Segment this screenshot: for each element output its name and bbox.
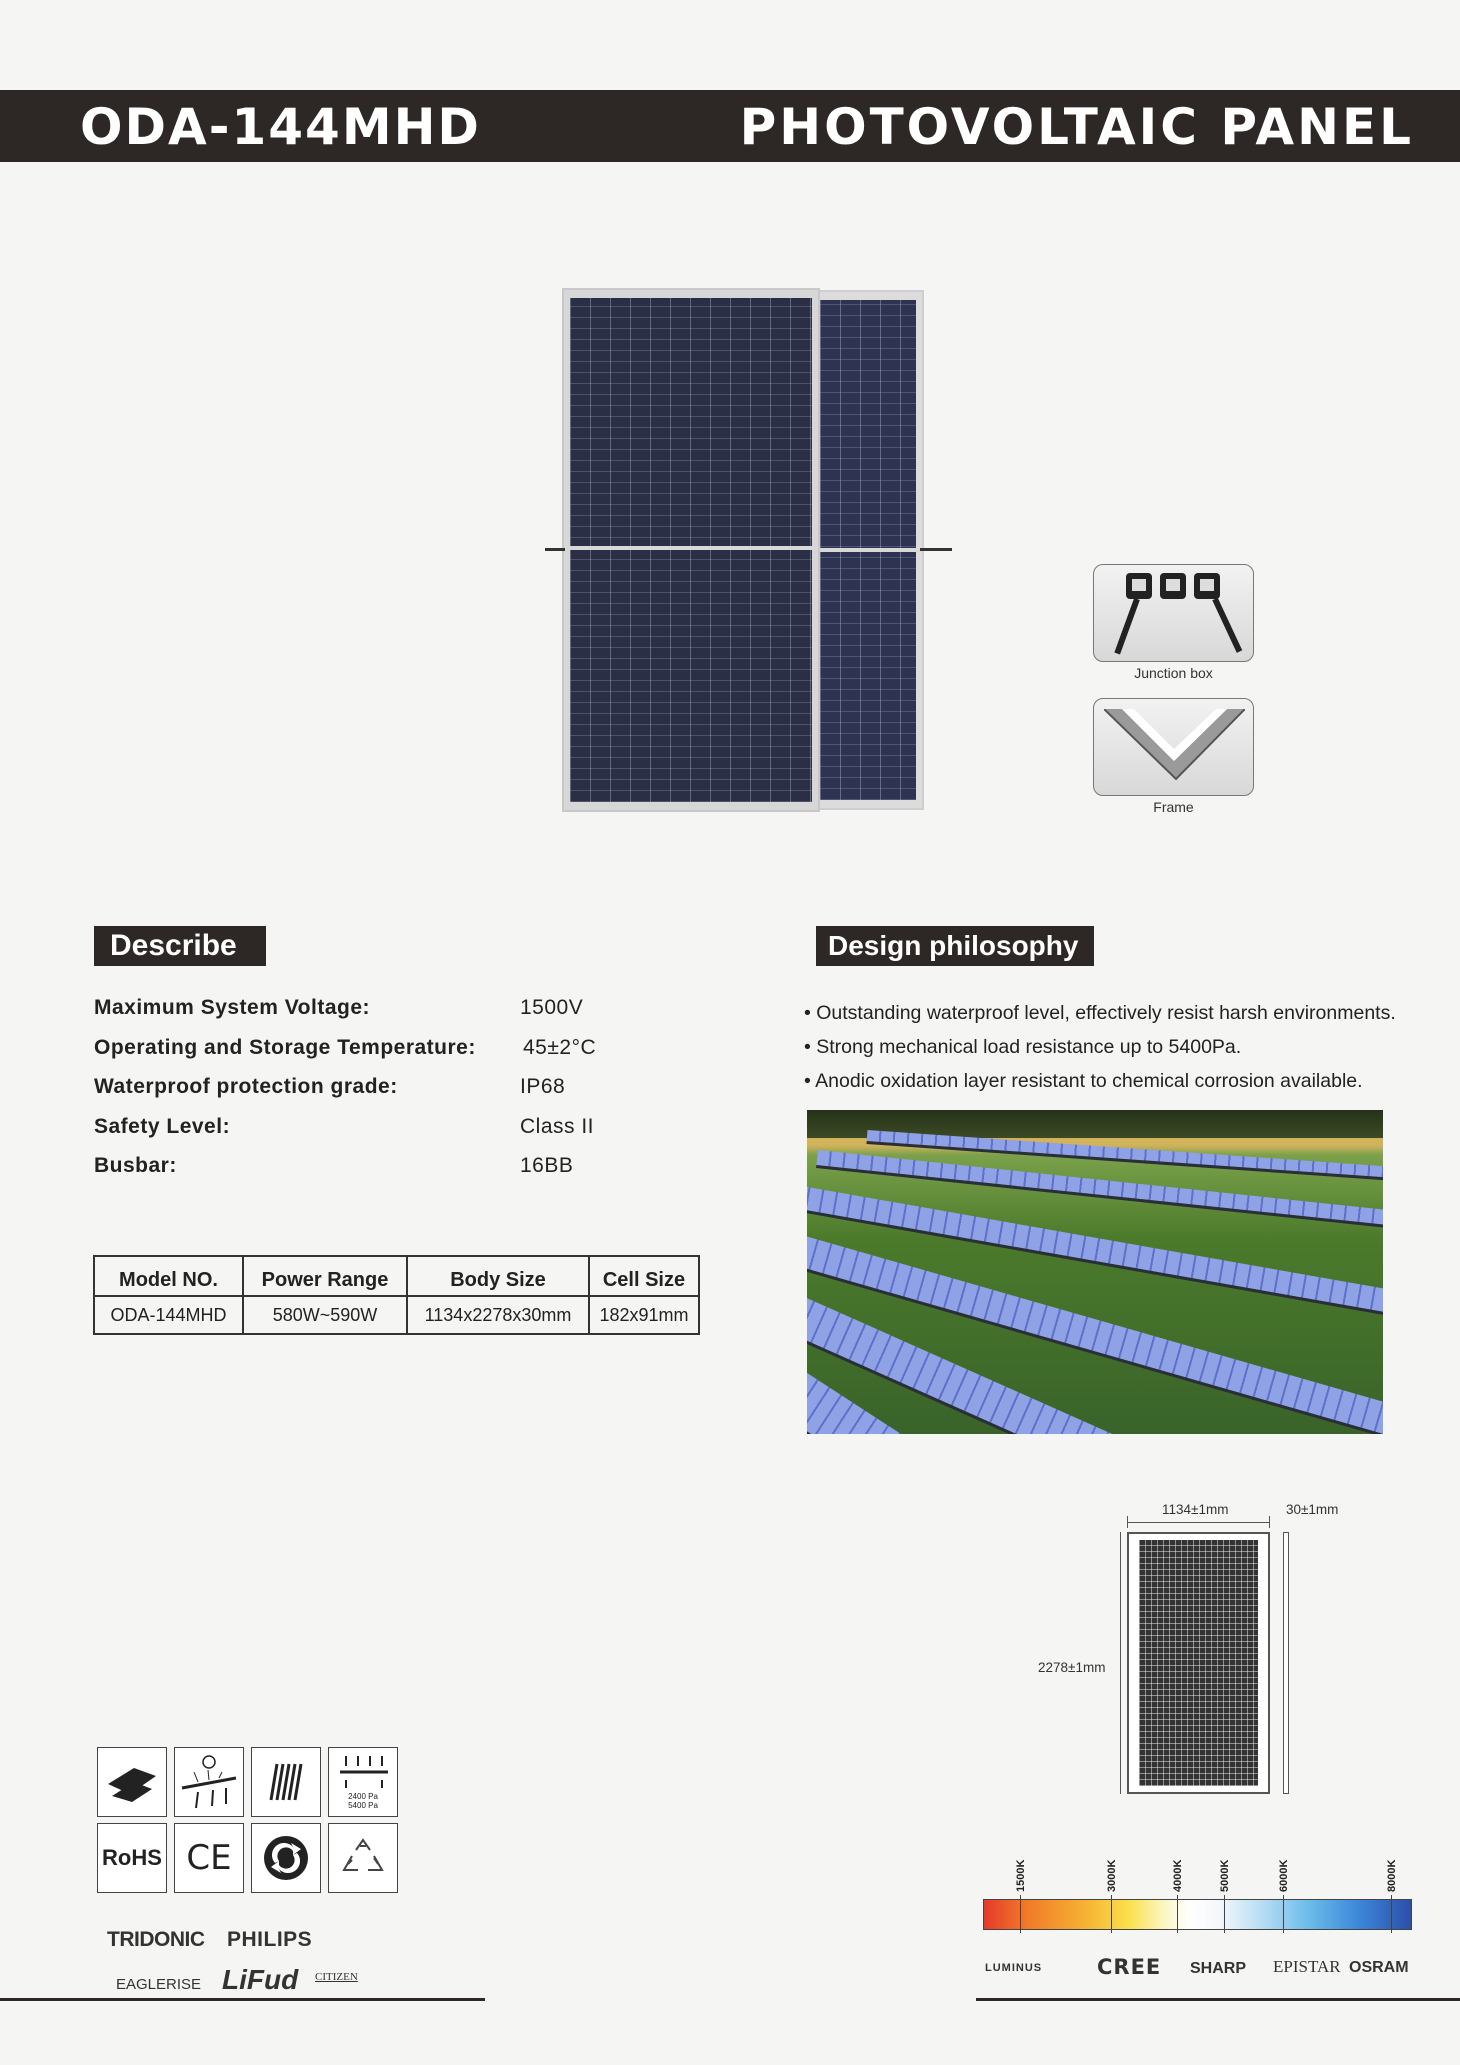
- color-temp-tick: [1391, 1895, 1392, 1933]
- philips-logo: PHILIPS: [227, 1928, 313, 1951]
- table-header: Power Range: [243, 1256, 407, 1296]
- list-item: • Anodic oxidation layer resistant to chemical corrosion available.: [804, 1064, 1424, 1098]
- panel-side-drawing: [1283, 1532, 1289, 1794]
- spec-label: Busbar:: [94, 1154, 177, 1177]
- tridonic-logo: TRIDONIC: [107, 1928, 205, 1951]
- header-bar: [0, 90, 1460, 162]
- spec-label: Operating and Storage Temperature:: [94, 1036, 476, 1059]
- dimension-width-label: 1134±1mm: [1162, 1502, 1229, 1517]
- luminus-logo: LUMINUS: [985, 1962, 1043, 1974]
- dimension-line: [1127, 1522, 1270, 1523]
- table-header: Cell Size: [589, 1256, 699, 1296]
- epistar-logo: EPISTAR: [1273, 1957, 1341, 1976]
- list-item: • Outstanding waterproof level, effectively resist harsh environments.: [804, 996, 1424, 1030]
- osram-logo: OSRAM: [1349, 1959, 1409, 1976]
- color-temperature-bar: [983, 1899, 1412, 1930]
- solar-field-photo: [807, 1110, 1383, 1434]
- color-temp-tick: [1224, 1895, 1225, 1933]
- spec-value: 16BB: [520, 1154, 574, 1177]
- cree-logo: CREE: [1097, 1955, 1162, 1979]
- color-temp-tick: [1020, 1895, 1021, 1933]
- rohs-icon: [97, 1823, 167, 1893]
- color-temp-label: 6000K: [1278, 1859, 1290, 1892]
- color-temp-tick: [1283, 1895, 1284, 1933]
- panel-back-image: [812, 290, 924, 810]
- footer-rule-left: [0, 1998, 485, 2001]
- color-temp-label: 3000K: [1106, 1859, 1118, 1892]
- table-header-row: [94, 1256, 699, 1296]
- table-cell: 580W~590W: [243, 1296, 407, 1334]
- citizen-logo: CITIZEN: [315, 1971, 358, 1983]
- cell-stripes-icon: [251, 1747, 321, 1817]
- table-header: Body Size: [407, 1256, 589, 1296]
- table-row: [94, 1296, 699, 1334]
- model-spec-table: [93, 1255, 700, 1335]
- lifud-logo: LiFud: [222, 1964, 299, 1995]
- junction-box-image: [1093, 564, 1254, 662]
- load-label-top: 2400 Pa: [348, 1792, 378, 1801]
- design-philosophy-title: Design philosophy: [816, 926, 1094, 966]
- color-temp-tick: [1111, 1895, 1112, 1933]
- ce-icon: [174, 1823, 244, 1893]
- green-dot-icon: [251, 1823, 321, 1893]
- recycle-icon: [328, 1823, 398, 1893]
- spec-value: IP68: [520, 1075, 566, 1098]
- color-temp-label: 1500K: [1015, 1859, 1027, 1892]
- dimension-height-label: 2278±1mm: [1038, 1660, 1106, 1675]
- load-label-bottom: 5400 Pa: [348, 1801, 378, 1810]
- footer-rule-right: [976, 1998, 1460, 2001]
- design-points-list: [804, 996, 1424, 1098]
- rohs-label: RoHS: [102, 1845, 162, 1870]
- dimension-line: [1120, 1532, 1121, 1794]
- pressure-load-icon: [328, 1747, 398, 1817]
- spec-value: 1500V: [520, 996, 584, 1019]
- spec-label: Maximum System Voltage:: [94, 996, 371, 1019]
- sharp-logo: SHARP: [1190, 1960, 1247, 1977]
- dimension-line: [1269, 1516, 1270, 1528]
- color-temp-label: 4000K: [1172, 1859, 1184, 1892]
- frame-image: [1093, 698, 1254, 796]
- color-temp-label: 8000K: [1386, 1859, 1398, 1892]
- panel-front-drawing: [1127, 1532, 1270, 1794]
- frame-caption: Frame: [1153, 799, 1194, 815]
- color-temp-label: 5000K: [1219, 1859, 1231, 1892]
- sun-hail-icon: [174, 1747, 244, 1817]
- spec-label: Safety Level:: [94, 1115, 231, 1138]
- roof-panel-icon: [97, 1747, 167, 1817]
- cable-right-icon: [920, 548, 952, 551]
- table-header: Model NO.: [94, 1256, 243, 1296]
- cable-left-icon: [545, 548, 565, 551]
- dimension-thickness-label: 30±1mm: [1286, 1502, 1339, 1517]
- model-title: ODA-144MHD: [80, 98, 481, 156]
- describe-title: Describe: [94, 926, 266, 966]
- frame-icon: [1104, 709, 1245, 787]
- panel-front-image: [562, 288, 820, 812]
- dimension-line: [1127, 1516, 1128, 1528]
- list-item: • Strong mechanical load resistance up to 5400Pa.: [804, 1030, 1424, 1064]
- spec-value: 45±2°C: [523, 1036, 597, 1059]
- eaglerise-logo: EAGLERISE: [116, 1976, 202, 1993]
- table-cell: ODA-144MHD: [94, 1296, 243, 1334]
- color-temp-tick: [1177, 1895, 1178, 1933]
- ce-label: CE: [186, 1838, 232, 1878]
- table-cell: 182x91mm: [589, 1296, 699, 1334]
- junction-box-caption: Junction box: [1134, 665, 1213, 681]
- product-type-title: PHOTOVOLTAIC PANEL: [739, 98, 1414, 156]
- spec-value: Class II: [520, 1115, 595, 1138]
- spec-label: Waterproof protection grade:: [94, 1075, 398, 1098]
- table-cell: 1134x2278x30mm: [407, 1296, 589, 1334]
